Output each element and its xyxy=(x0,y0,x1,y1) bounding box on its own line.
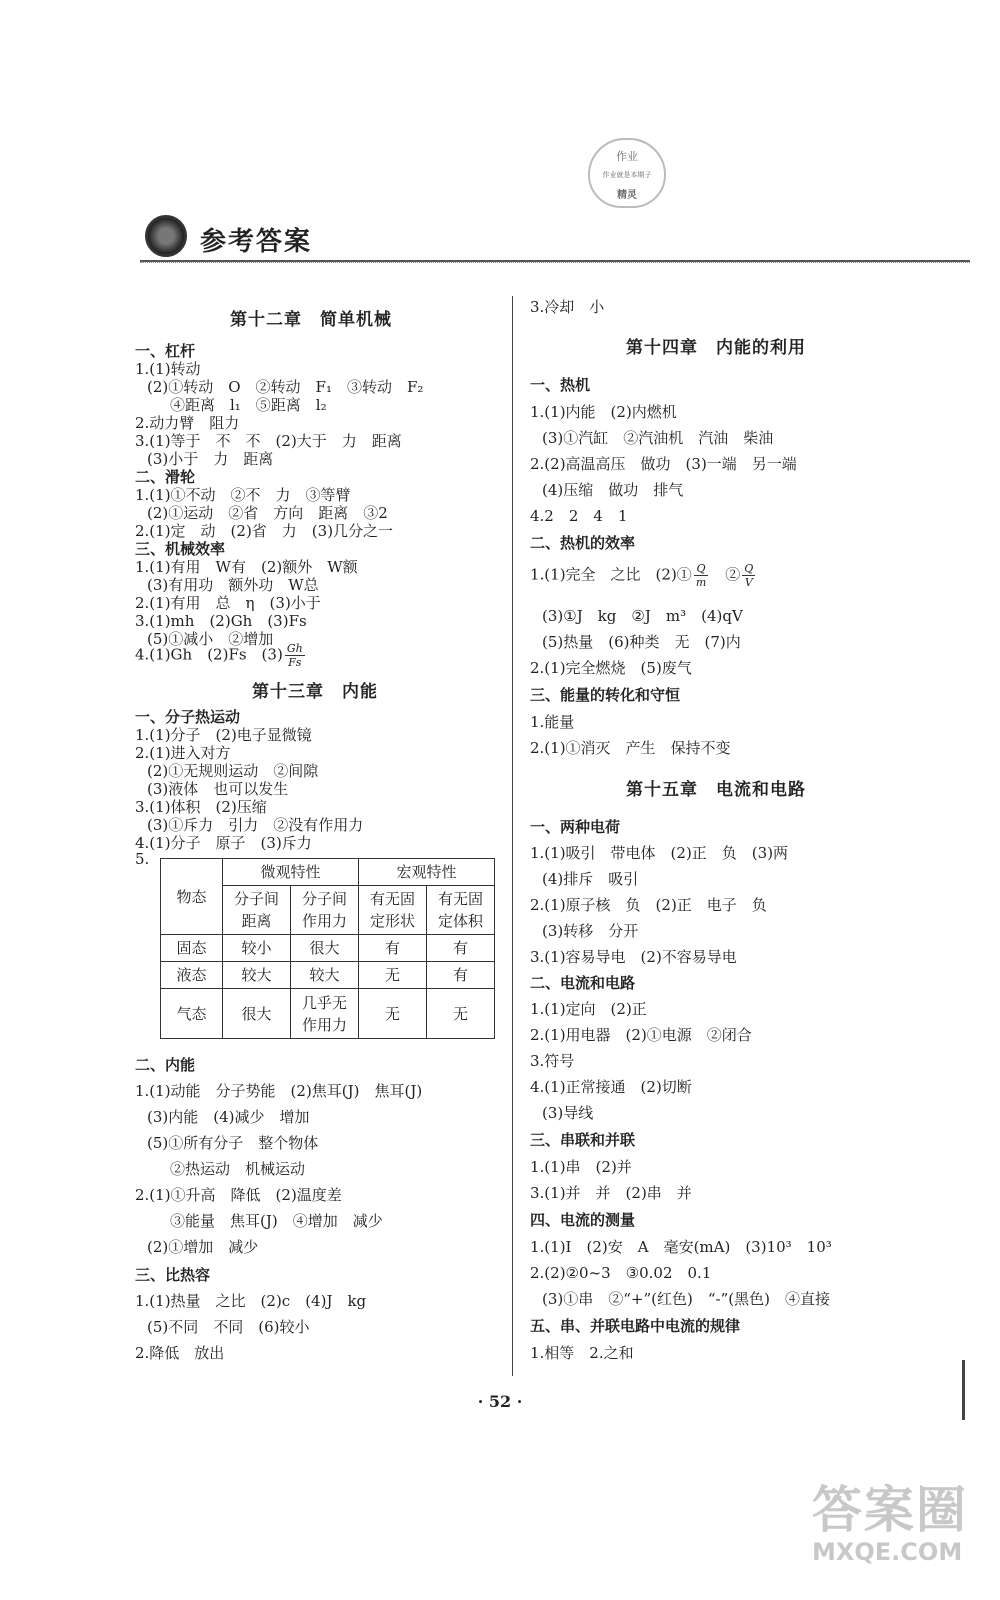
answer-line: 4.2 2 4 1 xyxy=(530,507,628,525)
answer-line: (3)有用功 额外功 W总 xyxy=(147,576,319,594)
answer-text: ② xyxy=(725,565,741,584)
homework-stamp xyxy=(588,138,666,208)
section-heading: 二、滑轮 xyxy=(135,468,196,486)
page-title: 参考答案 xyxy=(200,227,313,257)
table-col-header: 有无固定体积 xyxy=(427,886,495,935)
answer-line: 2.(1)用电器 (2)①电源 ②闭合 xyxy=(530,1026,752,1044)
table-cell: 较小 xyxy=(223,935,291,962)
answer-line: 3.(1)体积 (2)压缩 xyxy=(135,798,267,816)
answer-line: (5)热量 (6)种类 无 (7)内 xyxy=(542,633,741,651)
answer-line: 2.(1)定 动 (2)省 力 (3)几分之一 xyxy=(135,522,394,540)
answer-line: ③能量 焦耳(J) ④增加 减少 xyxy=(170,1212,383,1230)
answer-line: 2.(1)有用 总 η (3)小于 xyxy=(135,594,321,612)
answer-line: 3.符号 xyxy=(530,1052,575,1070)
table-cell: 气态 xyxy=(161,989,223,1039)
answer-line: 2.降低 放出 xyxy=(135,1344,225,1362)
answer-line: ④距离 l₁ ⑤距离 l₂ xyxy=(170,396,327,414)
table-cell: 无 xyxy=(359,989,427,1039)
section-heading: 一、热机 xyxy=(530,376,591,394)
fraction xyxy=(742,562,755,589)
section-heading: 三、能量的转化和守恒 xyxy=(530,686,681,704)
answer-line: (3)①串 ②“+”(红色) “-”(黑色) ④直接 xyxy=(542,1290,830,1308)
answer-line: (3)①J kg ②J m³ (4)qV xyxy=(542,607,743,625)
fraction-numerator: Q xyxy=(744,562,754,575)
table-col-header: 分子间作用力 xyxy=(291,886,359,935)
section-heading: 三、串联和并联 xyxy=(530,1131,636,1149)
section-heading: 二、热机的效率 xyxy=(530,534,636,552)
table-cell: 几乎无作用力 xyxy=(291,989,359,1039)
answer-line: 1.(1)热量 之比 (2)c (4)J kg xyxy=(135,1292,367,1310)
answer-line: (5)①减小 ②增加 xyxy=(147,630,274,648)
table-col-header: 有无固定形状 xyxy=(359,886,427,935)
answer-line: (3)小于 力 距离 xyxy=(147,450,274,468)
answer-line: 2.(2)②0~3 ③0.02 0.1 xyxy=(530,1264,712,1282)
answer-line: (4)压缩 做功 排气 xyxy=(542,481,684,499)
fraction xyxy=(285,642,305,669)
stamp-top-text: 作业 xyxy=(616,150,638,163)
table-cell: 较大 xyxy=(291,962,359,989)
section-heading: 二、电流和电路 xyxy=(530,974,636,992)
scan-edge-line xyxy=(962,1360,965,1420)
answer-line: 1.(1)内能 (2)内燃机 xyxy=(530,403,677,421)
answer-line: 1.(1)转动 xyxy=(135,360,201,378)
answer-line: 1.能量 xyxy=(530,713,575,731)
answer-line: 3.冷却 小 xyxy=(530,298,605,316)
answer-line: 3.(1)等于 不 不 (2)大于 力 距离 xyxy=(135,432,402,450)
page-header xyxy=(140,205,970,265)
answer-line: (5)不同 不同 (6)较小 xyxy=(147,1318,310,1336)
table-header-micro: 微观特性 xyxy=(223,859,359,886)
answer-line: (3)①汽缸 ②汽油机 汽油 柴油 xyxy=(542,429,774,447)
answer-line: (3)导线 xyxy=(542,1104,594,1122)
answer-line: 1.(1)分子 (2)电子显微镜 xyxy=(135,726,312,744)
answer-line: 1.(1)定向 (2)正 xyxy=(530,1000,647,1018)
answer-line: (3)内能 (4)减少 增加 xyxy=(147,1108,310,1126)
answer-line: 5. xyxy=(135,850,150,868)
answer-line: 2.(2)高温高压 做功 (3)一端 另一端 xyxy=(530,455,797,473)
answer-line: ②热运动 机械运动 xyxy=(170,1160,306,1178)
fraction-denominator: V xyxy=(744,576,753,589)
logo-icon xyxy=(145,215,187,257)
fraction-numerator: Gh xyxy=(286,642,303,655)
table-header-macro: 宏观特性 xyxy=(359,859,495,886)
answer-line: 4.(1)正常接通 (2)切断 xyxy=(530,1078,692,1096)
answer-line: 1.(1)动能 分子势能 (2)焦耳(J) 焦耳(J) xyxy=(135,1082,423,1100)
stamp-middle-text: 作业就是本期子 xyxy=(602,171,652,179)
table-header-state: 物态 xyxy=(161,859,223,935)
answer-line: 2.(1)①消灭 产生 保持不变 xyxy=(530,739,731,757)
answer-line: (2)①无规则运动 ②间隙 xyxy=(147,762,319,780)
table-cell: 固态 xyxy=(161,935,223,962)
answer-text: 1.(1)完全 之比 (2)① xyxy=(530,565,692,584)
section-heading: 三、机械效率 xyxy=(135,540,226,558)
table-cell: 有 xyxy=(359,935,427,962)
table-row xyxy=(161,962,495,989)
answer-line: 1.(1)有用 W有 (2)额外 W额 xyxy=(135,558,358,576)
answer-line: (4)排斥 吸引 xyxy=(542,870,639,888)
answer-line: 1.(1)吸引 带电体 (2)正 负 (3)两 xyxy=(530,844,789,862)
chapter-13-title: 第十三章 内能 xyxy=(252,682,378,702)
answer-line: 1.(1)①不动 ②不 力 ③等臂 xyxy=(135,486,351,504)
watermark xyxy=(812,1470,982,1590)
table-cell: 很大 xyxy=(223,989,291,1039)
section-heading: 二、内能 xyxy=(135,1056,196,1074)
section-heading: 一、两种电荷 xyxy=(530,818,621,836)
answer-line: (3)液体 也可以发生 xyxy=(147,780,289,798)
header-rule xyxy=(140,260,970,263)
watermark-main: 答案圈 xyxy=(812,1481,968,1539)
section-heading: 一、分子热运动 xyxy=(135,708,241,726)
section-heading: 三、比热容 xyxy=(135,1266,211,1284)
answer-line: 3.(1)mh (2)Gh (3)Fs xyxy=(135,612,307,630)
table-cell: 很大 xyxy=(291,935,359,962)
answer-line: 2.动力臂 阻力 xyxy=(135,414,240,432)
answer-line: 2.(1)①升高 降低 (2)温度差 xyxy=(135,1186,342,1204)
answer-line: (2)①转动 O ②转动 F₁ ③转动 F₂ xyxy=(147,378,424,396)
table-cell: 无 xyxy=(359,962,427,989)
answer-line: (5)①所有分子 整个物体 xyxy=(147,1134,319,1152)
answer-line: (2)①增加 减少 xyxy=(147,1238,259,1256)
answer-line: 3.(1)并 并 (2)串 并 xyxy=(530,1184,692,1202)
table-cell: 有 xyxy=(427,962,495,989)
table-cell: 无 xyxy=(427,989,495,1039)
answer-line: 2.(1)进入对方 xyxy=(135,744,231,762)
answer-line: 2.(1)完全燃烧 (5)废气 xyxy=(530,659,692,677)
section-heading: 五、串、并联电路中电流的规律 xyxy=(530,1317,741,1335)
answer-line: (3)转移 分开 xyxy=(542,922,639,940)
answer-text: 4.(1)Gh (2)Fs (3) xyxy=(135,645,283,664)
answer-line: 1.(1)I (2)安 A 毫安(mA) (3)10³ 10³ xyxy=(530,1238,832,1256)
table-row xyxy=(161,935,495,962)
table-cell: 液态 xyxy=(161,962,223,989)
answer-line xyxy=(530,562,757,589)
fraction-denominator: Fs xyxy=(288,656,302,669)
section-heading: 一、杠杆 xyxy=(135,342,196,360)
answer-line: (3)①斥力 引力 ②没有作用力 xyxy=(147,816,364,834)
fraction xyxy=(694,562,708,589)
watermark-sub: MXQE.COM xyxy=(812,1538,963,1566)
states-of-matter-table xyxy=(160,858,495,1039)
section-heading: 四、电流的测量 xyxy=(530,1211,636,1229)
stamp-bottom-text: 精灵 xyxy=(617,190,637,201)
chapter-15-title: 第十五章 电流和电路 xyxy=(626,780,806,800)
answer-line: 4.(1)分子 原子 (3)斥力 xyxy=(135,834,312,852)
answer-line: 1.(1)串 (2)并 xyxy=(530,1158,632,1176)
answer-line: 3.(1)容易导电 (2)不容易导电 xyxy=(530,948,737,966)
table-row xyxy=(161,989,495,1039)
fraction-numerator: Q xyxy=(694,562,708,576)
table-col-header: 分子间距离 xyxy=(223,886,291,935)
column-divider xyxy=(512,296,513,1376)
table-cell: 较大 xyxy=(223,962,291,989)
answer-line: 2.(1)原子核 负 (2)正 电子 负 xyxy=(530,896,767,914)
page-number: · 52 · xyxy=(477,1392,523,1411)
answer-line: (2)①运动 ②省 方向 距离 ③2 xyxy=(147,504,388,522)
answer-line xyxy=(135,642,307,669)
answer-line: 1.相等 2.之和 xyxy=(530,1344,634,1362)
table-cell: 有 xyxy=(427,935,495,962)
fraction-denominator: m xyxy=(695,576,707,589)
chapter-12-title: 第十二章 简单机械 xyxy=(230,310,392,330)
chapter-14-title: 第十四章 内能的利用 xyxy=(626,338,806,358)
